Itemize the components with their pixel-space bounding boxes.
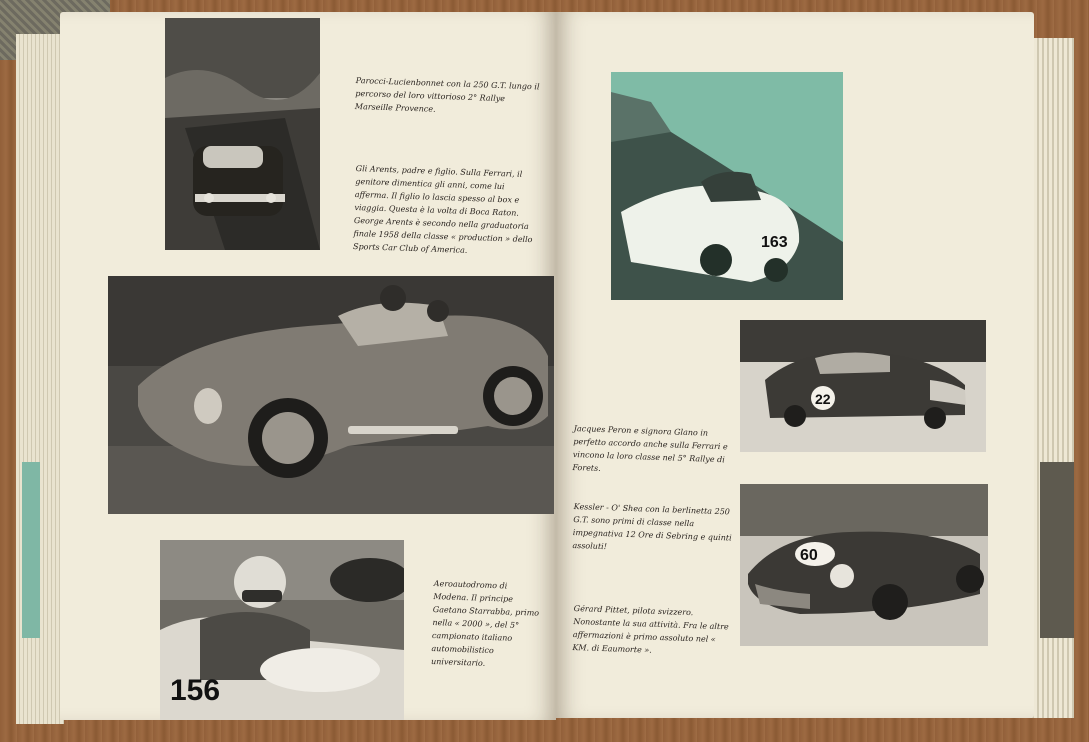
race-number-berlinetta: 22 — [815, 391, 831, 407]
right-page — [556, 12, 1034, 718]
caption-parocci: Parocci-Lucienbonnet con la 250 G.T. lungo il percorso del loro vittorioso 2° Rallye Marseille Provence. — [354, 75, 540, 114]
photo-ferrari-spider — [108, 276, 554, 514]
caption-peron: Jacques Peron e signora Glano in perfetto accordo anche sulla Ferrari e vincono la loro classe nel 5° Rallye di Forets. — [572, 423, 728, 473]
left-page — [60, 12, 556, 720]
caption-kessler: Kessler - O' Shea con la berlinetta 250 G.T. sono primi di classe nella impegnativa 12 Ore di Sebring e quinti assoluti! — [572, 501, 732, 552]
photo-driver-closeup — [160, 540, 404, 720]
race-number-driver_closeup: 156 — [170, 674, 221, 707]
caption-arents: Gli Arents, padre e figlio. Sulla Ferrari, il genitore dimentica gli anni, come lui afferma. Il figlio lo lascia spesso al box e viaggia. Questa è la volta di Boca Raton. George Arents è secondo nella graduatoria finale 1958 della classe « production » dello Sports Car Club of America. — [352, 163, 533, 255]
race-number-spider: 60 — [800, 547, 818, 564]
photo-spider-60 — [740, 484, 988, 646]
caption-modena: Aeroautodromo di Modena. Il principe Gaetano Starrabba, primo nella « 2000 », del 5° campionato italiano automobilistico universitario. — [430, 578, 540, 668]
photo-rally-car-road — [165, 18, 320, 250]
teal-page-edge — [22, 462, 40, 638]
race-number-teal_photo: 163 — [761, 234, 788, 251]
caption-pittet: Gérard Pittet, pilota svizzero. Nonostante la sua attività. Fra le altre affermazioni è primo assoluto nel « KM. di Eaumorte ». — [572, 603, 729, 655]
photo-page-edge — [1040, 462, 1074, 638]
photo-berlinetta-22 — [740, 320, 986, 452]
photo-teal-car-163 — [611, 72, 843, 300]
